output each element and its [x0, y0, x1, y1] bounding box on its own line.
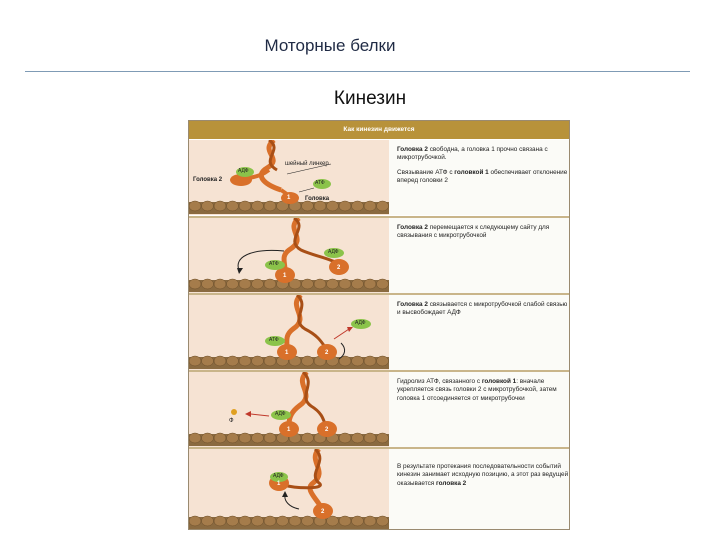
text-emphasis: головка 2	[436, 479, 467, 487]
tubulin-subunit	[227, 279, 239, 289]
text-emphasis: Головка 2	[397, 224, 428, 231]
tubulin-subunit	[302, 433, 314, 443]
neck-linker-label: шейный линкер	[285, 161, 329, 167]
text-emphasis: головкой 1	[481, 378, 517, 385]
head-number-2: 2	[321, 509, 325, 515]
tubulin-subunit	[189, 433, 201, 443]
figure-header: Как кинезин движется	[189, 121, 569, 139]
text-run: Связывание АТФ с	[397, 168, 455, 176]
atp-label: АТФ	[315, 180, 325, 186]
tubulin-subunit	[239, 201, 251, 211]
tubulin-subunit	[364, 516, 376, 526]
text-run: : вначале укрепляется связь головки 2 с микротрубочкой, затем головка 1 отсоединяется от микротрубочки	[397, 378, 557, 402]
head-number-1: 1	[285, 350, 289, 356]
head-number-1: 1	[277, 481, 281, 487]
text-run: перемещается к следующему сайту для связывания с микротрубочкой	[397, 224, 550, 240]
tubulin-subunit	[239, 516, 251, 526]
tubulin-subunit	[377, 279, 389, 289]
panel-2-illustration	[189, 218, 389, 293]
text-run: связывается с микротрубочкой слабой связью и высвобождает АДФ	[397, 301, 568, 317]
tubulin-subunit	[364, 433, 376, 443]
text-run: обеспечивает отклонение вперед головки 2	[397, 168, 568, 185]
tubulin-subunit	[377, 433, 389, 443]
tubulin-subunit	[364, 279, 376, 289]
tubulin-subunit	[214, 279, 226, 289]
panel-4-svg	[189, 372, 389, 447]
head-number-2: 2	[325, 427, 329, 433]
tubulin-subunit	[252, 516, 264, 526]
tubulin-subunit	[227, 356, 239, 366]
adp-label: АДФ	[355, 320, 366, 326]
tubulin-subunit	[252, 279, 264, 289]
text-run: Гидролиз АТФ, связанного с	[397, 378, 482, 385]
tubulin-subunit	[377, 356, 389, 366]
panel-5-svg	[189, 449, 389, 529]
tubulin-subunit	[202, 201, 214, 211]
adp-label: АДФ	[238, 168, 249, 174]
tubulin-subunit	[352, 201, 364, 211]
text-emphasis: Головка 2	[397, 146, 428, 153]
tubulin-subunit	[202, 433, 214, 443]
panel-4	[189, 372, 569, 447]
adp-label: АДФ	[273, 473, 284, 479]
pi-label: Ф	[229, 418, 234, 424]
tubulin-subunit	[189, 356, 201, 366]
tubulin-subunit	[352, 279, 364, 289]
tubulin-subunit	[327, 201, 339, 211]
panel-1-text	[389, 140, 569, 215]
panel-2	[189, 218, 569, 293]
atp-label: АТФ	[269, 261, 279, 267]
tubulin-subunit	[339, 516, 351, 526]
panel-1-illustration	[189, 140, 389, 215]
panel-3-svg	[189, 295, 389, 370]
head2-label: Головка 2	[193, 177, 223, 183]
panel-5-text	[389, 449, 569, 529]
tubulin-subunit	[214, 356, 226, 366]
tubulin-subunit	[252, 356, 264, 366]
tubulin-subunit	[202, 279, 214, 289]
adp-label: АДФ	[328, 249, 339, 255]
head-number-2: 2	[325, 350, 329, 356]
tubulin-subunit	[364, 356, 376, 366]
tubulin-subunit	[314, 201, 326, 211]
tubulin-subunit	[264, 433, 276, 443]
tubulin-subunit	[264, 516, 276, 526]
tubulin-subunit	[189, 516, 201, 526]
panel-1	[189, 140, 569, 215]
panel-5	[189, 449, 569, 529]
panel-3-illustration	[189, 295, 389, 370]
tubulin-subunit	[302, 516, 314, 526]
tubulin-subunit	[277, 516, 289, 526]
tubulin-subunit	[352, 516, 364, 526]
tubulin-subunit	[302, 279, 314, 289]
text-run: свободна, а головка 1 прочно связана с микротрубочкой.	[397, 146, 548, 162]
tubulin-subunit	[364, 201, 376, 211]
tubulin-subunit	[339, 279, 351, 289]
tubulin-subunit	[352, 356, 364, 366]
panel-3-text	[389, 295, 569, 370]
panel-2-text	[389, 218, 569, 293]
tubulin-subunit	[214, 516, 226, 526]
tubulin-subunit	[214, 433, 226, 443]
tubulin-subunit	[227, 201, 239, 211]
tubulin-subunit	[227, 516, 239, 526]
head-label: Головка	[305, 196, 330, 202]
atp-label: АТФ	[269, 337, 279, 343]
panel-5-illustration	[189, 449, 389, 529]
tubulin-subunit	[302, 356, 314, 366]
slide-title: Моторные белки	[264, 36, 396, 55]
tubulin-subunit	[289, 516, 301, 526]
head-number-1: 1	[287, 427, 291, 433]
tubulin-subunit	[252, 433, 264, 443]
text-emphasis: головкой 1	[454, 168, 489, 176]
head-number-1: 1	[283, 273, 287, 279]
head-number-2: 2	[337, 265, 341, 271]
tubulin-subunit	[377, 201, 389, 211]
tubulin-subunit	[189, 279, 201, 289]
text-run: В результате протекания последовательности событий кинезин занимает исходную позицию, а этот раз ведущей оказывается	[397, 463, 569, 487]
tubulin-subunit	[377, 516, 389, 526]
tubulin-subunit	[239, 433, 251, 443]
text-emphasis: Головка 2	[397, 301, 428, 308]
adp-label: АДФ	[275, 411, 286, 417]
tubulin-subunit	[327, 279, 339, 289]
tubulin-subunit	[302, 201, 314, 211]
tubulin-subunit	[339, 201, 351, 211]
tubulin-subunit	[227, 433, 239, 443]
tubulin-subunit	[202, 516, 214, 526]
tubulin-subunit	[239, 356, 251, 366]
microtubule	[189, 516, 389, 529]
tubulin-subunit	[339, 433, 351, 443]
tubulin-subunit	[314, 279, 326, 289]
kinesin-figure	[188, 120, 570, 530]
panel-4-text	[389, 372, 569, 447]
slide-subtitle: Кинезин	[333, 88, 407, 109]
tubulin-subunit	[239, 279, 251, 289]
tubulin-subunit	[252, 201, 264, 211]
tubulin-subunit	[264, 279, 276, 289]
tubulin-subunit	[214, 201, 226, 211]
head-number-1: 1	[287, 195, 291, 201]
tubulin-subunit	[264, 201, 276, 211]
panel-4-illustration	[189, 372, 389, 447]
tubulin-subunit	[189, 201, 201, 211]
title-divider	[25, 71, 690, 72]
panel-3	[189, 295, 569, 370]
tubulin-subunit	[352, 433, 364, 443]
tubulin-subunit	[264, 356, 276, 366]
tubulin-subunit	[202, 356, 214, 366]
panel-2-svg	[189, 218, 389, 293]
